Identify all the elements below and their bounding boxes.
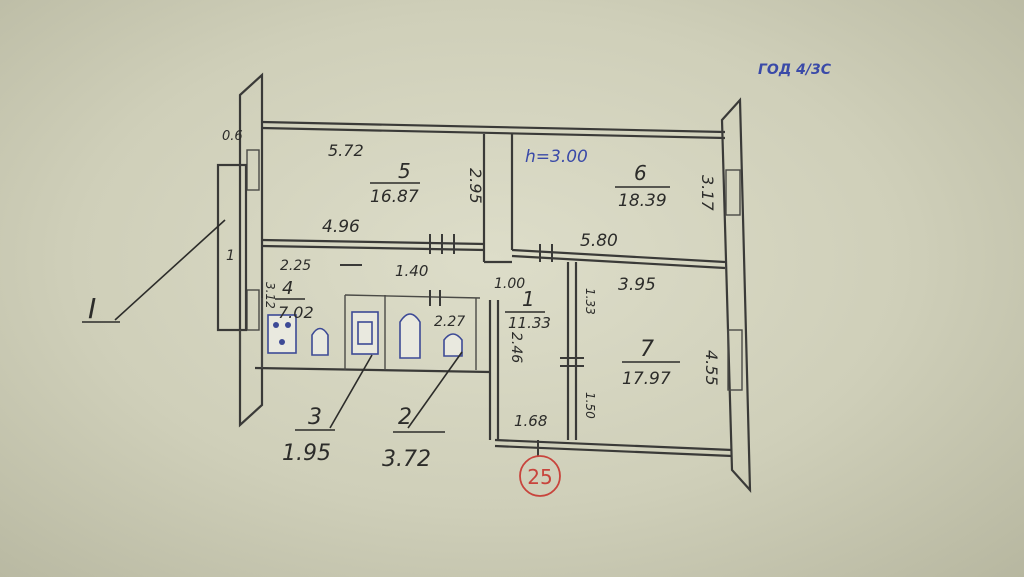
room-5-length: 4.96 xyxy=(322,217,360,237)
room-1-number: 1 xyxy=(522,287,535,311)
room-4-number: 4 xyxy=(282,278,294,299)
room-3-number: 3 xyxy=(308,405,322,430)
corner-note: ГОД 4/3С xyxy=(758,62,832,78)
room-7-niche-top: 1.33 xyxy=(583,288,597,315)
room-7-width: 3.95 xyxy=(618,275,656,295)
room-4-area: 7.02 xyxy=(278,303,314,322)
room-5-depth: 2.95 xyxy=(466,168,485,204)
room-6-area: 18.39 xyxy=(618,191,667,211)
section-label: I xyxy=(88,292,97,325)
room-6-depth: 3.17 xyxy=(698,175,717,211)
section-dim: 1 xyxy=(226,248,235,264)
room-7-area: 17.97 xyxy=(622,369,671,389)
room-7-number: 7 xyxy=(640,337,654,362)
kitchen-sink xyxy=(312,329,328,356)
left-exterior-wall xyxy=(240,75,262,425)
ceiling-height-label: h=3.00 xyxy=(525,147,588,167)
washbasin xyxy=(444,334,462,356)
wall-thickness-label: 0.6 xyxy=(222,129,243,144)
room-1-width: 1.68 xyxy=(514,412,548,430)
room-5-width: 5.72 xyxy=(328,141,364,160)
room-7-niche-bottom: 1.50 xyxy=(583,392,597,419)
room-6-number: 6 xyxy=(634,161,647,185)
stamp-number: 25 xyxy=(527,465,553,489)
room-4-width: 2.25 xyxy=(280,258,312,274)
room-7-depth: 4.55 xyxy=(702,350,721,386)
room-2-width: 2.27 xyxy=(434,314,466,330)
toilet xyxy=(352,312,378,354)
room-2-area: 3.72 xyxy=(382,447,431,472)
stamp xyxy=(520,456,560,496)
room-6-width: 5.80 xyxy=(580,231,618,251)
room-1-door-width: 1.00 xyxy=(494,276,526,292)
room-2-number: 2 xyxy=(398,405,412,430)
room-5-area: 16.87 xyxy=(370,187,419,207)
room-1-area: 11.33 xyxy=(508,314,551,332)
right-exterior-wall xyxy=(722,100,750,490)
room-1-depth: 2.46 xyxy=(508,332,524,364)
bathtub xyxy=(400,314,420,358)
corridor-width: 1.40 xyxy=(395,262,429,280)
room-5-number: 5 xyxy=(398,159,411,183)
room-4-depth: 3.12 xyxy=(263,282,277,309)
room-3-area: 1.95 xyxy=(282,441,331,466)
